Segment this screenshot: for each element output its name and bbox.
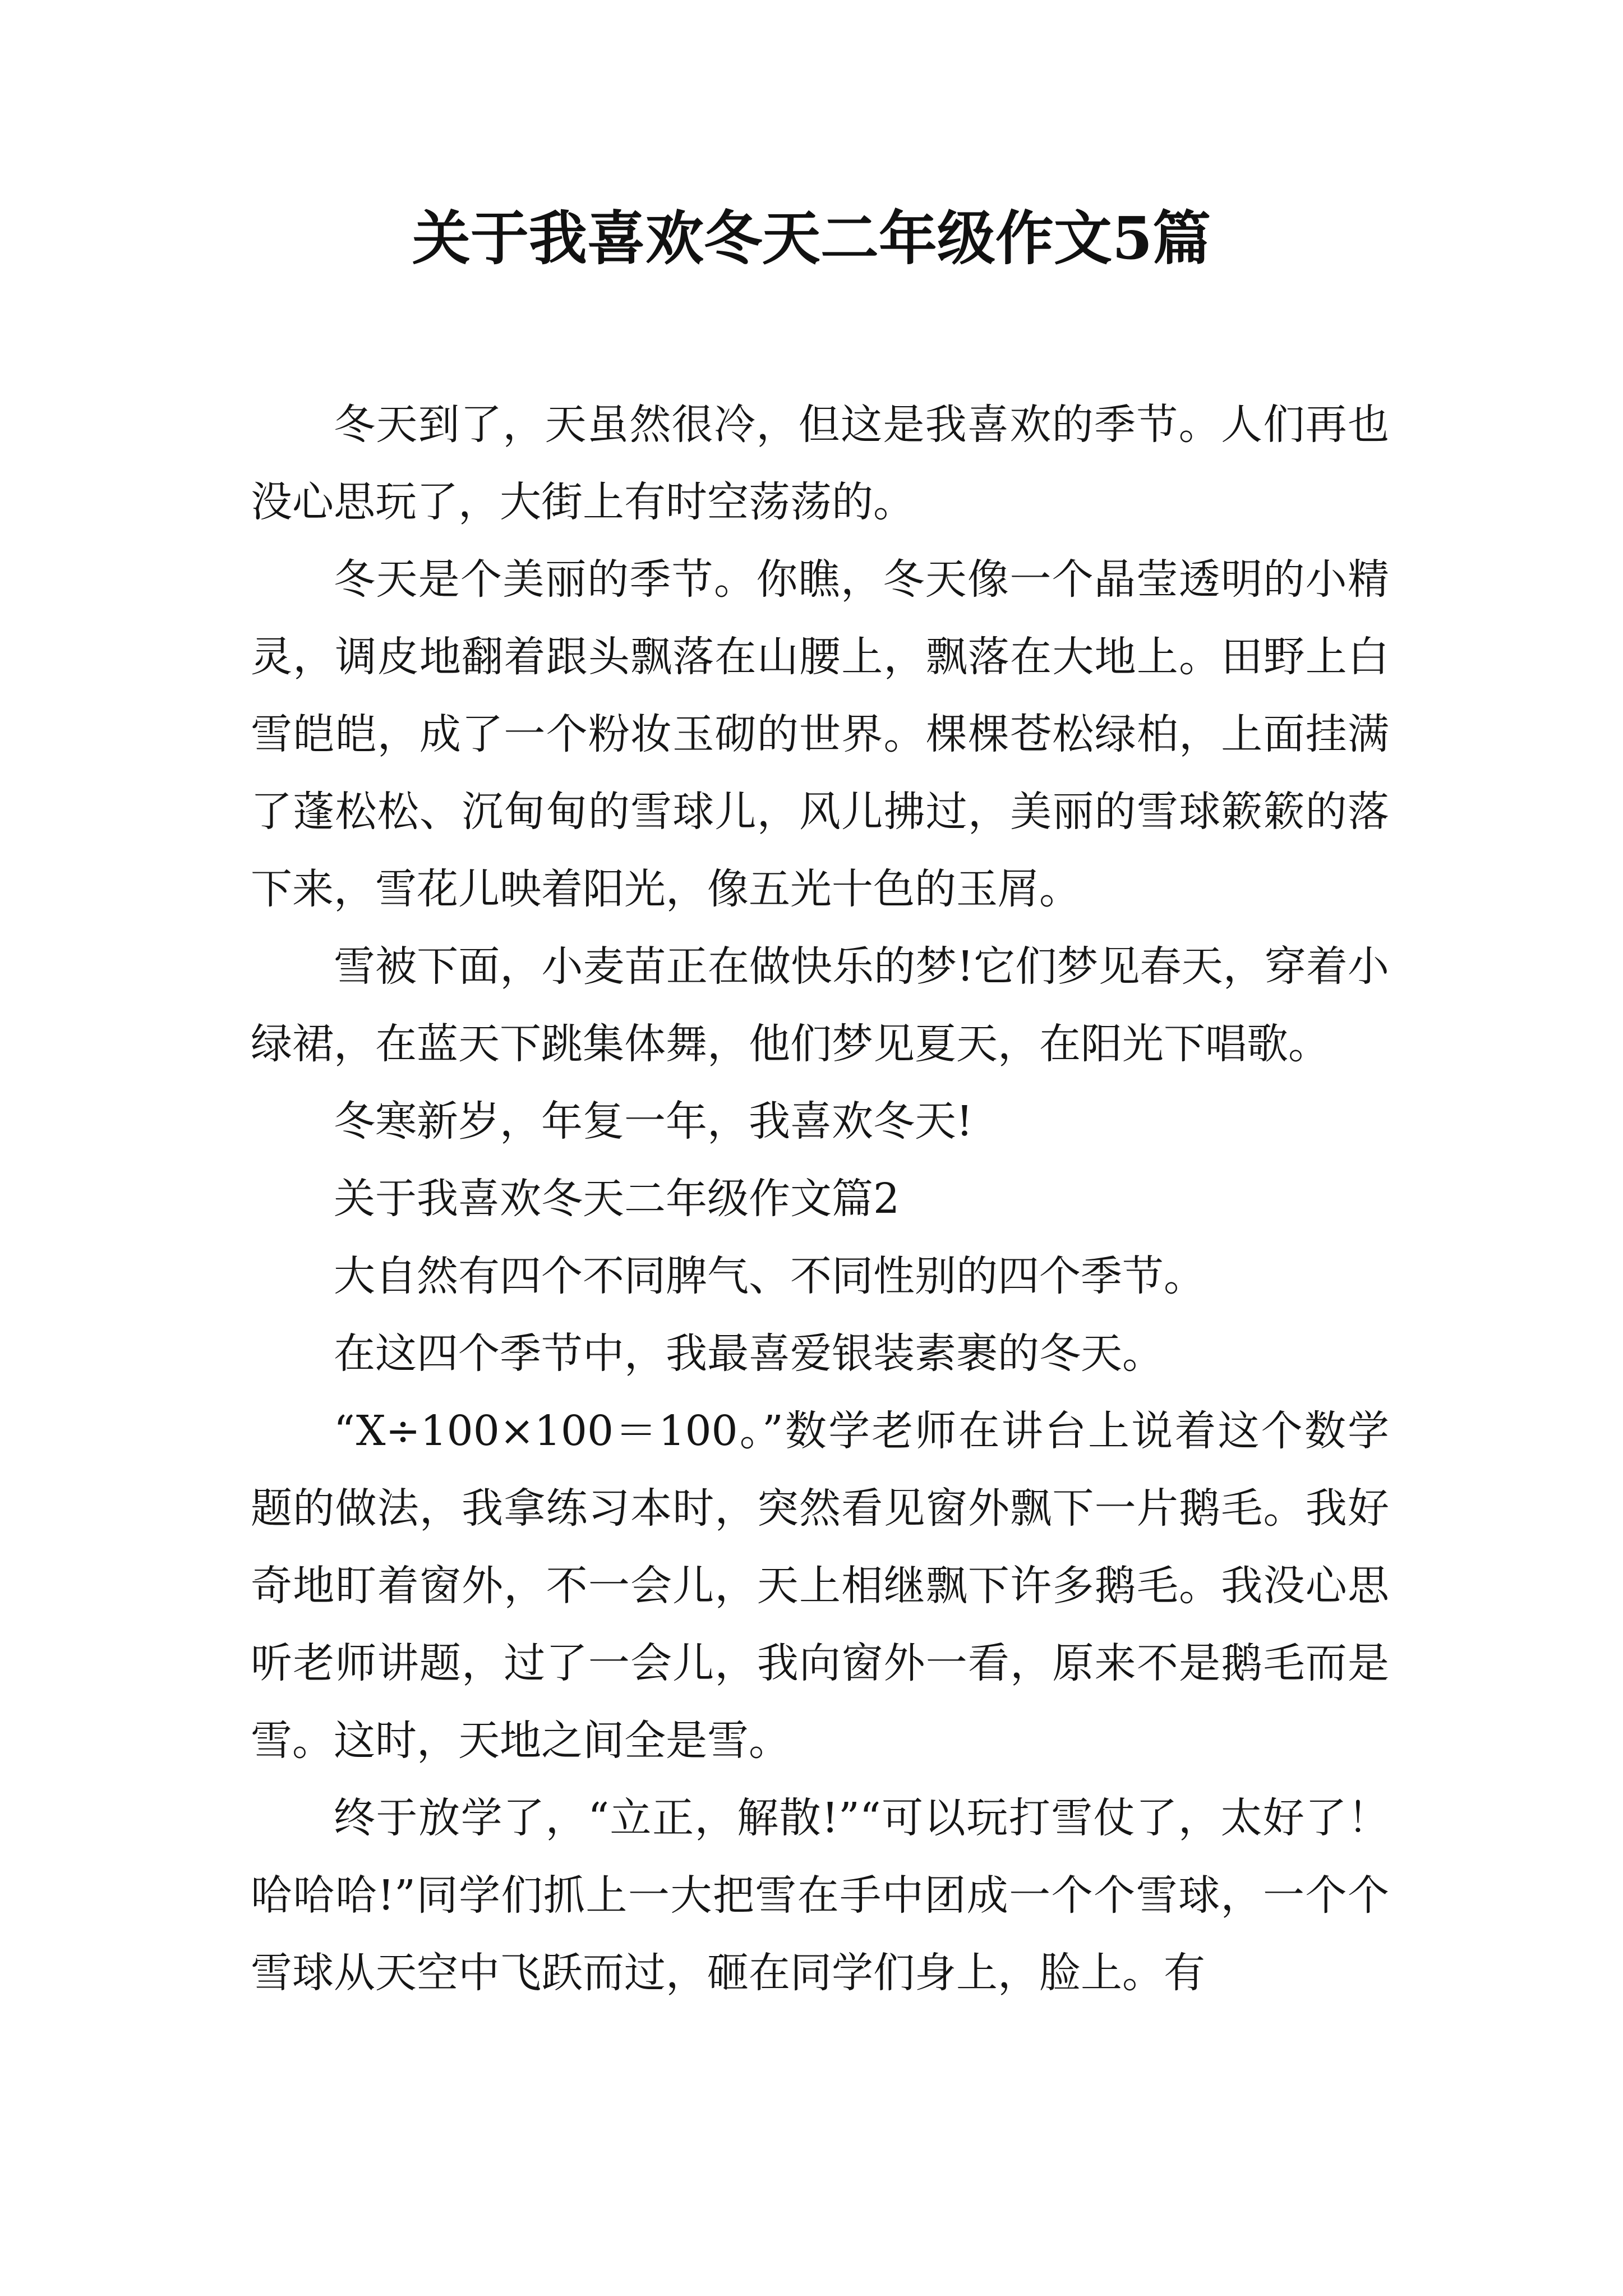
paragraph-3: 雪被下面，小麦苗正在做快乐的梦!它们梦见春天，穿着小绿裙，在蓝天下跳集体舞，他们梦见夏天，在阳光下唱歌。	[251, 942, 1389, 1068]
paragraph-5: 大自然有四个不同脾气、不同性别的四个季节。	[334, 1252, 1205, 1300]
article-body	[251, 386, 1389, 2012]
section-heading-2: 关于我喜欢冬天二年级作文篇2	[334, 1175, 900, 1223]
paragraph-8: 终于放学了，“立正，解散!”“可以玩打雪仗了，太好了！哈哈哈!”同学们抓上一大把雪在手中团成一个个雪球，一个个雪球从天空中飞跃而过，砸在同学们身上，脸上。有	[251, 1794, 1389, 1997]
paragraph-6: 在这四个季节中，我最喜爱银装素裹的冬天。	[334, 1329, 1164, 1378]
paragraph-1: 冬天到了，天虽然很冷，但这是我喜欢的季节。人们再也没心思玩了，大街上有时空荡荡的。	[251, 401, 1389, 526]
page-title: 关于我喜欢冬天二年级作文5篇	[412, 204, 1211, 273]
paragraph-2: 冬天是个美丽的季节。你瞧，冬天像一个晶莹透明的小精灵，调皮地翻着跟头飘落在山腰上，飘落在大地上。田野上白雪皑皑，成了一个粉妆玉砌的世界。棵棵苍松绿柏，上面挂满了蓬松松、沉甸甸的雪球儿，风儿拂过，美丽的雪球簌簌的落下来，雪花儿映着阳光，像五光十色的玉屑。	[251, 555, 1389, 913]
paragraph-7: “X÷100×100＝100。”数学老师在讲台上说着这个数学题的做法，我拿练习本时，突然看见窗外飘下一片鹅毛。我好奇地盯着窗外，不一会儿，天上相继飘下许多鹅毛。我没心思听老师讲题，过了一会儿，我向窗外一看，原来不是鹅毛而是雪。这时，天地之间全是雪。	[251, 1407, 1389, 1765]
paragraph-4: 冬寒新岁，年复一年，我喜欢冬天!	[334, 1097, 973, 1145]
